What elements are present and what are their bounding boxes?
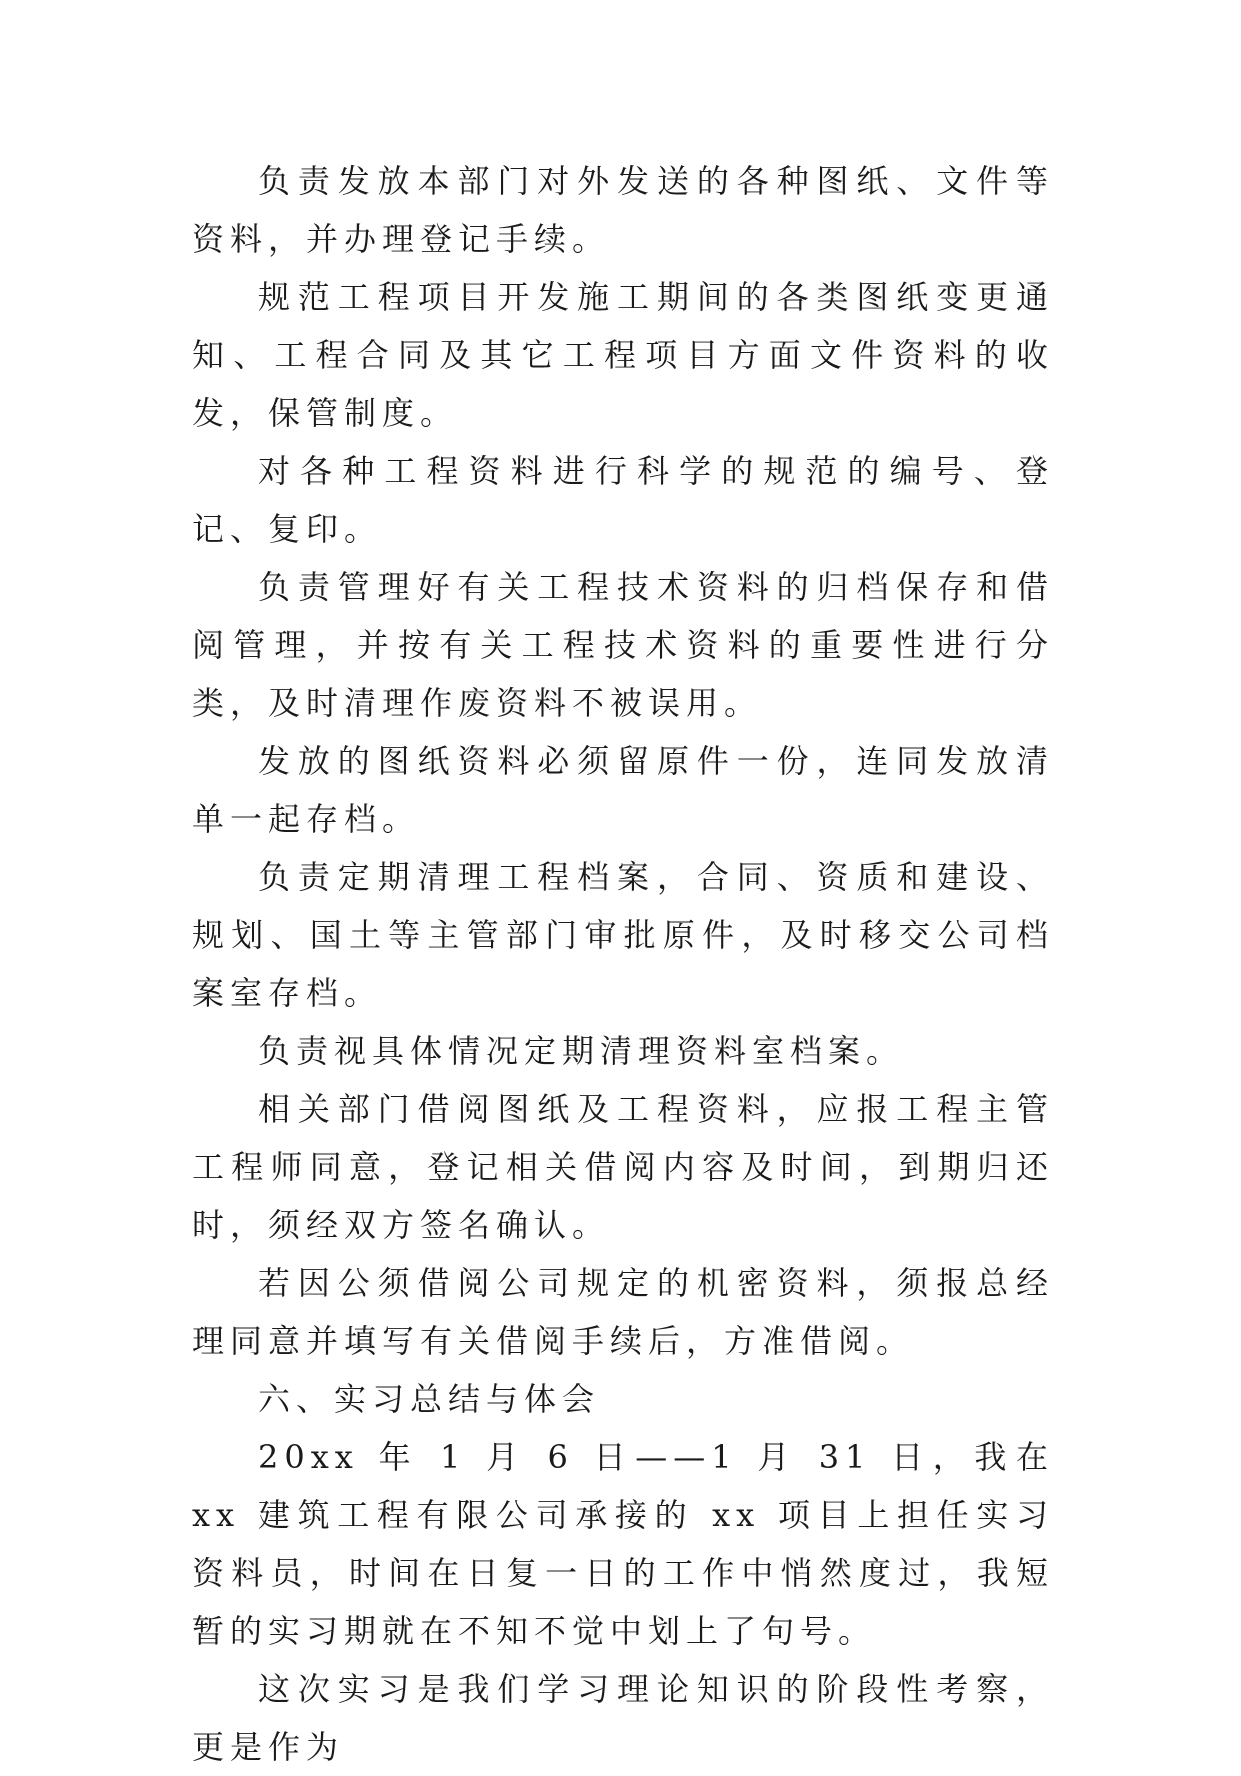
paragraph-archive-room: 负责视具体情况定期清理资料室档案。	[258, 1032, 905, 1070]
paragraph-standardize-management: 规范工程项目开发施工期间的各类图纸变更通知、工程合同及其它工程项目方面文件资料的收发，保管制度。	[192, 278, 1054, 432]
paragraph-numbering: 对各种工程资料进行科学的规范的编号、登记、复印。	[192, 452, 1054, 548]
paragraph-borrowing: 相关部门借阅图纸及工程资料，应报工程主管工程师同意，登记相关借阅内容及时间，到期归还时，须经双方签名确认。	[192, 1090, 1054, 1244]
paragraph-internship-period: 20xx 年 1 月 6 日——1 月 31 日，我在 xx 建筑工程有限公司承接的 xx 项目上担任实习资料员，时间在日复一日的工作中悄然度过，我短暂的实习期就在不知不觉中划上了句号。	[192, 1438, 1054, 1650]
section-heading: 六、实习总结与体会	[258, 1380, 601, 1418]
paragraph-internship-summary: 这次实习是我们学习理论知识的阶段性考察，更是作为	[192, 1670, 1054, 1766]
document-body	[192, 152, 1054, 1776]
paragraph-keep-original: 发放的图纸资料必须留原件一份，连同发放清单一起存档。	[192, 742, 1054, 838]
paragraph-archiving: 负责管理好有关工程技术资料的归档保存和借阅管理，并按有关工程技术资料的重要性进行分类，及时清理作废资料不被误用。	[192, 568, 1054, 722]
paragraph-distribute-drawings: 负责发放本部门对外发送的各种图纸、文件等资料，并办理登记手续。	[192, 162, 1054, 258]
paragraph-periodic-cleanup: 负责定期清理工程档案，合同、资质和建设、规划、国土等主管部门审批原件，及时移交公司档案室存档。	[192, 858, 1054, 1012]
paragraph-confidential: 若因公须借阅公司规定的机密资料，须报总经理同意并填写有关借阅手续后，方准借阅。	[192, 1264, 1054, 1360]
